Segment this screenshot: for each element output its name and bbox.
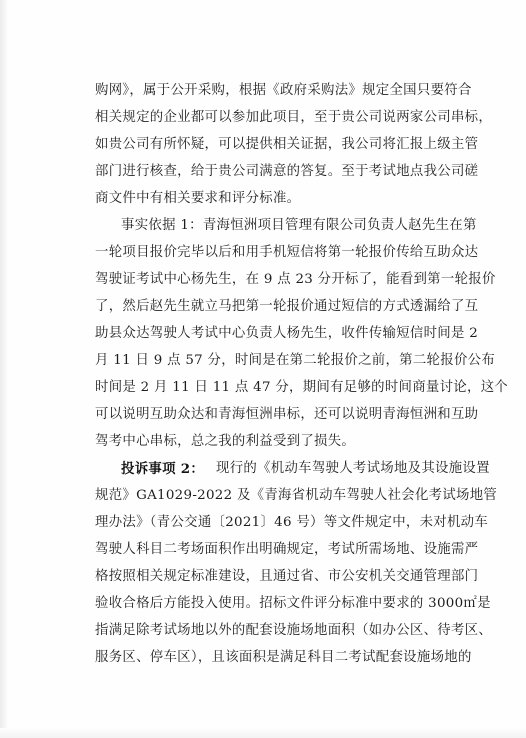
text-line: 一轮项目报价完毕以后和用手机短信将第一轮报价传给互助众达 [95,245,479,260]
text-line: 可以说明互助众达和青海恒洲串标，还可以说明青海恒洲和互助 [95,407,479,422]
text-line: 如贵公司有所怀疑，可以提供相关证据，我公司将汇报上级主管 [95,137,479,152]
text-line: 格按照相关规定标准建设，且通过省、市公安机关交通管理部门 [95,569,479,584]
text-line: 了，然后赵先生就立马把第一轮报价通过短信的方式透漏给了互 [95,299,479,314]
text-line: 助县众达驾驶人考试中心负责人杨先生，收件传输短信时间是 2 [95,326,479,341]
text-line: 相关规定的企业都可以参加此项目，至于贵公司说两家公司串标， [95,110,493,125]
text-line: 规范》GA1029-2022 及《青海省机动车驾驶人社会化考试场地管 [95,488,498,503]
text-line: 驾驶人科目二考场面积作出明确规定，考试所需场地、设施需严 [95,542,479,557]
text-line: 部门进行核查，给于贵公司满意的答复。至于考试地点我公司磋 [95,164,479,179]
fact-basis-1-start: 事实依据 1：青海恒洲项目管理有限公司负责人赵先生在第 [121,218,477,233]
text-line: 指满足除考试场地以外的配套设施场地面积（如办公区、待考区、 [95,623,493,638]
text-line: 驾考中心串标，总之我的利益受到了损失。 [95,434,356,449]
text-line: 时间是 2 月 11 日 11 点 47 分，期间有足够的时间商量讨论，这个 [95,380,509,395]
text-line: 商文件中有相关要求和评分标准。 [95,191,301,206]
text-line: 月 11 日 9 点 57 分，时间是在第二轮报价之前，第二轮报价公布 [95,353,496,368]
text-line: 购网》，属于公开采购，根据《政府采购法》规定全国只要符合 [95,83,472,98]
text-line: 验收合格后方能投入使用。招标文件评分标准中要求的 3000㎡是 [95,596,491,611]
text-line: 服务区、停车区），且该面积是满足科目二考试配套设施场地的 [95,650,472,665]
complaint-2-heading: 投诉事项 2： [121,461,205,477]
text-line: 现行的《机动车驾驶人考试场地及其设施设置 [216,461,490,476]
text-line: 理办法》（青公交通〔2021〕46 号）等文件规定中，未对机动车 [95,515,489,530]
text-line: 驾驶证考试中心杨先生，在 9 点 23 分开标了，能看到第一轮报价 [95,272,496,287]
